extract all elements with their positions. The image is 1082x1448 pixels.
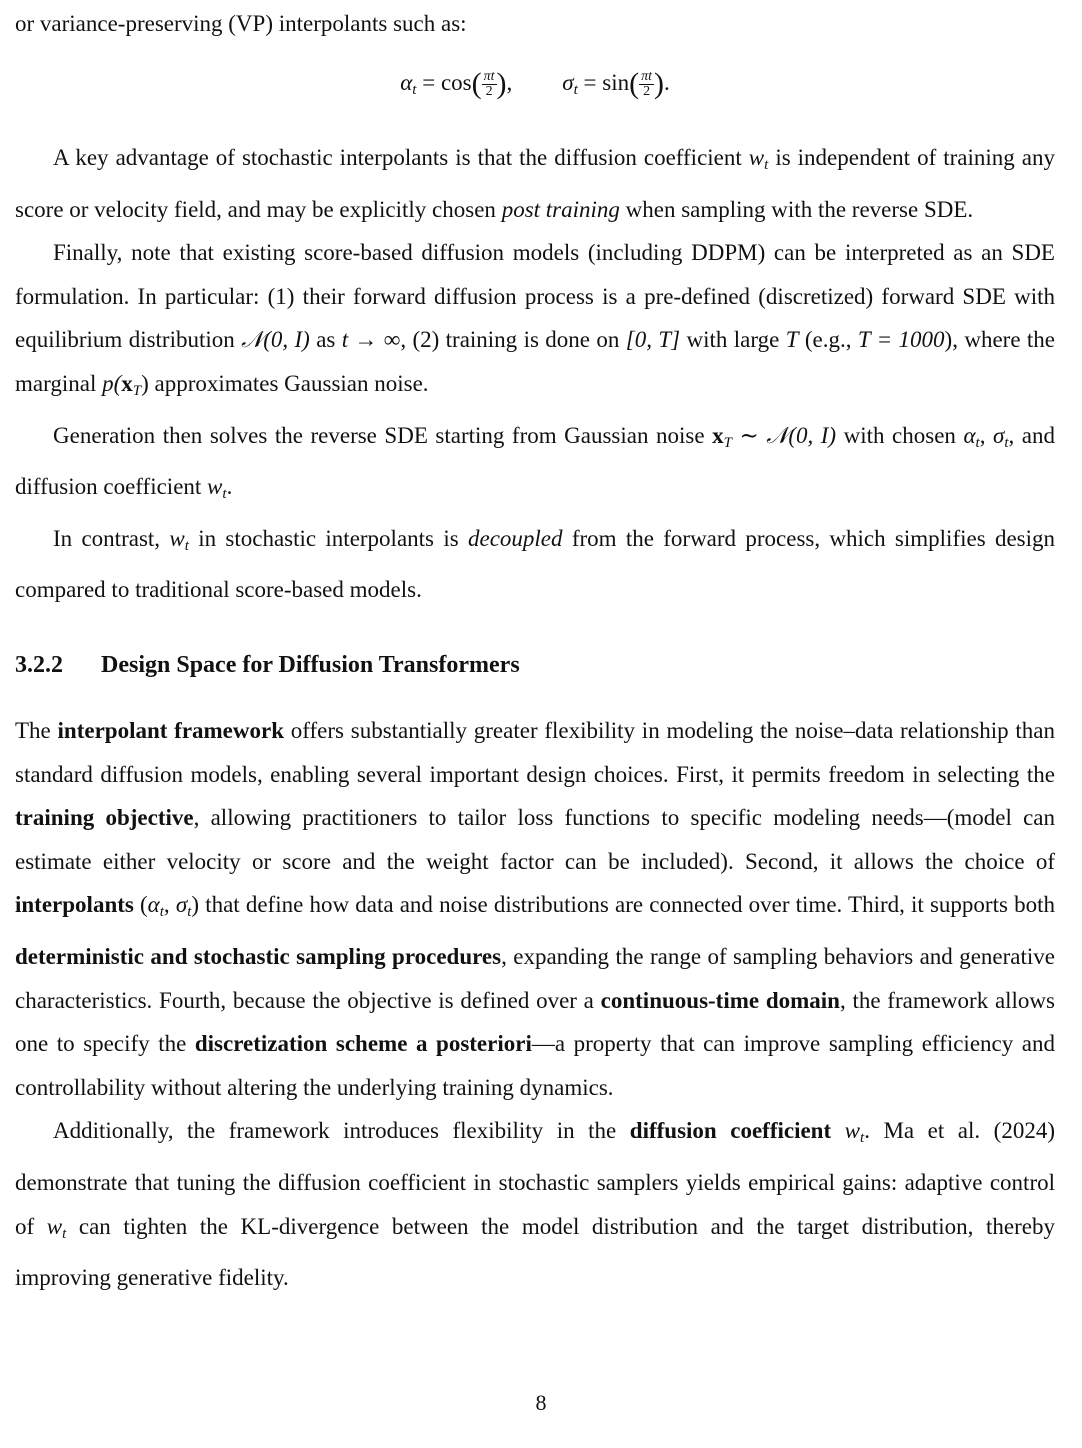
eq-sep: , — [506, 70, 513, 95]
eq-fraction-2 — [639, 70, 654, 99]
eq-sin: sin — [602, 70, 630, 95]
eq-equals-2: = — [577, 70, 603, 95]
page-number: 8 — [535, 1390, 547, 1415]
eq-rparen-2: ) — [654, 67, 665, 100]
eq-alpha: α — [400, 70, 413, 95]
eq-lparen-2: ( — [629, 67, 640, 100]
paragraph-generation: Generation then solves the reverse SDE starting from Gaussian noise $x_T$ ∼ 𝒩(0, I) with chosen $\alpha_t$, $\sigma_t$, and diffusion coefficient $w_t$. — [15, 422, 1055, 503]
eq-end: . — [664, 70, 670, 95]
intro-line: or variance-preserving (VP) interpolants such as: — [15, 11, 467, 36]
paragraph-interpolant-framework: The interpolant framework offers substantially greater flexibility in modeling the noise–data relationship than standard diffusion models, enabling several important design choices. First, it permits freedom in selecting the training objective, allowing practitioners to tailor loss functions to specific modeling needs—(model can estimate either velocity or score and the weight factor can be included). Second, it allows the choice of interpolants ($\alpha_t$, $\sigma_t$) that define how data and noise distributions are connected over time. Third, it supports both deterministic and stochastic sampling procedures, expanding the range of sampling behaviors and generative characteristics. Fourth, because the objective is defined over a continuous-time domain, the framework allows one to specify the discretization scheme a posteriori—a property that can improve sampling efficiency and controllability without altering the underlying training dynamics. — [15, 718, 1056, 1100]
vp-equation — [15, 67, 1055, 101]
eq-alpha-sub: t — [412, 82, 417, 98]
section-heading — [15, 652, 1055, 679]
paragraph-key-advantage: A key advantage of stochastic interpolants is that the diffusion coefficient $w_t$ is independent of training any score or velocity field, and may be explicitly chosen post training when sampling with the reverse SDE. — [15, 145, 1056, 222]
eq-frac-num-2: πt — [641, 69, 653, 85]
eq-frac-num-1: πt — [483, 69, 495, 85]
body-block-1 — [15, 136, 1055, 612]
eq-frac-den-1: 2 — [485, 84, 493, 100]
body-block-2 — [15, 709, 1055, 1300]
eq-sigma: σ — [562, 70, 574, 95]
eq-rparen-1: ) — [496, 67, 507, 100]
eq-cos: cos — [440, 70, 472, 95]
eq-equals-1: = — [416, 70, 441, 95]
section-title: Design Space for Diffusion Transformers — [101, 652, 520, 678]
paragraph-contrast: In contrast, $w_t$ in stochastic interpolants is decoupled from the forward process, which simplifies design compared to traditional score-based models. — [15, 525, 1056, 603]
eq-frac-den-2: 2 — [643, 84, 651, 100]
eq-lparen-1: ( — [471, 67, 482, 100]
paragraph-diffusion-coefficient: Additionally, the framework introduces flexibility in the diffusion coefficient $w_t$. Ma et al. (2024) demonstrate that tuning the diffusion coefficient in stochastic samplers yields empirical gains: adaptive control of $w_t$ can tighten the KL-divergence between the model distribution and the target distribution, thereby improving generative fidelity. — [15, 1118, 1056, 1291]
eq-fraction-1 — [482, 70, 497, 99]
section-number: 3.2.2 — [15, 652, 63, 678]
eq-sigma-sub: t — [573, 82, 578, 98]
paragraph-score-based: Finally, note that existing score-based diffusion models (including DDPM) can be interpreted as an SDE formulation. In particular: (1) their forward diffusion process is a pre-defined (discretized) forward SDE with equilibrium distribution 𝒩(0, I) as t → ∞, (2) training is done on [0, T] with large T (e.g., T = 1000), where the marginal $p(x_T)$ approximates Gaussian noise. — [15, 240, 1056, 399]
